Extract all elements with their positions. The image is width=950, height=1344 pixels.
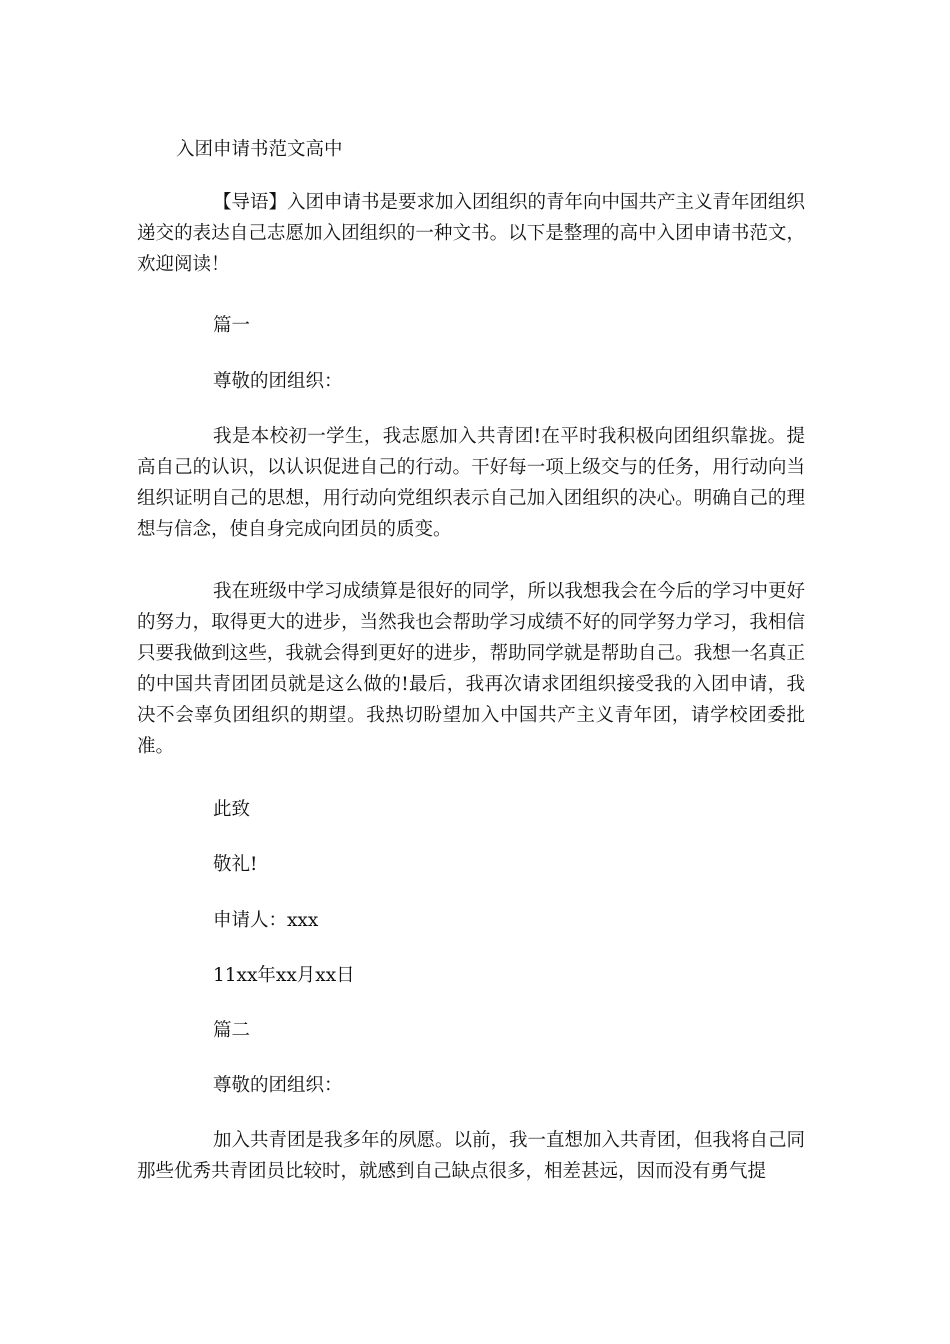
salutation-2: 尊敬的团组织： <box>213 1075 343 1096</box>
document-title: 入团申请书范文高中 <box>176 139 343 160</box>
intro-paragraph: 【导语】入团申请书是要求加入团组织的青年向中国共产主义青年团组织递交的表达自己志愿加入团组织的一种文书。以下是整理的高中入团申请书范文，欢迎阅读！ <box>137 192 806 275</box>
closing-line-2: 敬礼! <box>213 854 258 875</box>
salutation-1: 尊敬的团组织： <box>213 371 343 392</box>
section-heading-2: 篇二 <box>213 1020 251 1041</box>
applicant-signature: 申请人：xxx <box>213 910 319 931</box>
application-date: 11xx年xx月xx日 <box>213 965 355 986</box>
closing-line-1: 此致 <box>213 799 251 820</box>
body-paragraph-3: 加入共青团是我多年的夙愿。以前，我一直想加入共青团，但我将自己同那些优秀共青团员比较时，就感到自己缺点很多，相差甚远，因而没有勇气提 <box>137 1130 806 1182</box>
body-paragraph-1: 我是本校初一学生，我志愿加入共青团!在平时我积极向团组织靠拢。提高自己的认识，以认识促进自己的行动。干好每一项上级交与的任务，用行动向当组织证明自己的思想，用行动向党组织表示自己加入团组织的决心。明确自己的理想与信念，使自身完成向团员的质变。 <box>137 426 805 540</box>
section-heading-1: 篇一 <box>213 315 251 336</box>
body-paragraph-2: 我在班级中学习成绩算是很好的同学，所以我想我会在今后的学习中更好的努力，取得更大的进步，当然我也会帮助学习成绩不好的同学努力学习，我相信只要我做到这些，我就会得到更好的进步，帮助同学就是帮助自己。我想一名真正的中国共青团团员就是这么做的!最后，我再次请求团组织接受我的入团申请，我决不会辜负团组织的期望。我热切盼望加入中国共产主义青年团，请学校团委批准。 <box>137 581 806 757</box>
